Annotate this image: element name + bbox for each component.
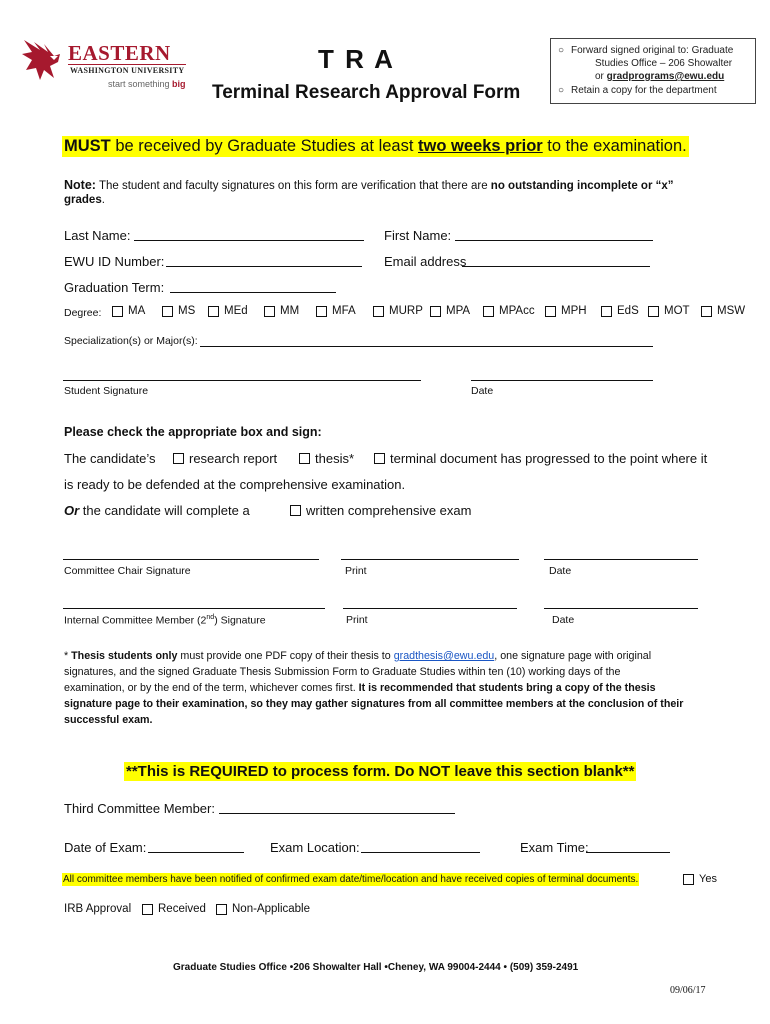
page-subtitle: Terminal Research Approval Form [212,82,521,103]
chair-signature-label: Committee Chair Signature [64,565,191,577]
student-date-label: Date [471,385,494,397]
instruction-forward-line1: Forward signed original to: Graduate [571,45,734,56]
degree-checkbox[interactable] [545,306,556,317]
ewu-id-label: EWU ID Number: [64,254,165,269]
irb-received-checkbox[interactable] [142,904,153,915]
chair-print-label: Print [345,565,367,577]
internal-member-signature-label: Internal Committee Member (2nd) Signature [64,614,266,627]
research-report-option[interactable]: research report [173,451,277,466]
instruction-bullet: ○ [558,45,565,56]
date-of-exam-label: Date of Exam: [64,840,147,855]
internal-member-date-field[interactable] [544,608,698,609]
exam-location-field[interactable] [361,852,480,853]
thesis-option[interactable]: thesis* [299,451,354,466]
chair-print-field[interactable] [341,559,519,560]
specialization-label: Specialization(s) or Major(s): [64,335,198,347]
degree-option-mfa[interactable] [316,305,356,317]
degree-checkbox[interactable] [648,306,659,317]
degree-option-mpa[interactable] [430,305,470,317]
email-label: Email address [384,254,467,269]
internal-member-print-label: Print [346,614,368,626]
degree-option-mm[interactable] [264,305,299,317]
defended-line: is ready to be defended at the comprehensive examination. [64,477,406,492]
degree-checkbox[interactable] [373,306,384,317]
written-exam-option[interactable]: written comprehensive exam [290,503,471,518]
notified-statement: All committee members have been notified of confirmed exam date/time/location and have received copies of terminal documents. [63,874,639,885]
candidate-label: The candidate’s [64,451,156,466]
degree-option-label: MS [178,305,196,317]
degree-option-mpacc[interactable] [483,305,535,317]
chair-signature-field[interactable] [63,559,319,560]
terminal-document-option[interactable]: terminal document has progressed to the point where it [374,451,707,466]
must-notice: MUST be received by Graduate Studies at least two weeks prior to the examination. [64,137,687,155]
degree-checkbox[interactable] [701,306,712,317]
check-heading: Please check the appropriate box and sign: [64,425,322,439]
notified-yes-checkbox[interactable] [683,874,694,885]
graduation-term-field[interactable] [170,292,336,293]
thesis-note-line1: * Thesis students only must provide one PDF copy of their thesis to gradthesis@ewu.edu, one signature page with original [64,650,652,662]
chair-date-label: Date [549,565,572,577]
degree-option-label: MPH [561,305,587,317]
required-banner: **This is REQUIRED to process form. Do NOT leave this section blank** [126,763,635,780]
instruction-forward-line2: Studies Office – 206 Showalter [595,58,733,69]
logo-underline [68,64,186,65]
irb-label: IRB Approval [64,903,132,915]
degree-option-label: MURP [389,305,423,317]
logo-tagline: start something big [108,79,186,89]
degree-option-med[interactable] [208,305,248,317]
ewu-logo [20,36,190,96]
degree-option-ma[interactable] [112,305,145,317]
exam-time-field[interactable] [586,852,670,853]
gradthesis-email-link[interactable]: gradthesis@ewu.edu [393,650,495,662]
degree-option-label: EdS [617,305,639,317]
degree-checkbox[interactable] [430,306,441,317]
chair-date-field[interactable] [544,559,698,560]
page-title: T R A [318,44,395,74]
gradprograms-email[interactable]: gradprograms@ewu.edu [606,71,725,82]
terminal-document-checkbox[interactable] [374,453,385,464]
notified-yes-option[interactable]: Yes [683,873,717,885]
graduation-term-label: Graduation Term: [64,280,165,295]
student-signature-label: Student Signature [64,385,149,397]
last-name-field[interactable] [134,240,364,241]
specialization-field[interactable] [200,346,653,347]
thesis-note-line4: signature page to their examination, so they may gather signatures from all committee members at the conclusion of their [64,698,684,710]
degree-option-label: MOT [664,305,690,317]
instruction-forward-line3: or gradprograms@ewu.edu [595,71,725,82]
degree-checkbox[interactable] [162,306,173,317]
degree-option-eds[interactable] [601,305,639,317]
thesis-note-line3: examination, or by the end of the term, whichever comes first. It is recommended that students bring a copy of the thesis [64,682,656,694]
degree-option-label: MEd [224,305,248,317]
email-field[interactable] [462,266,650,267]
degree-checkbox[interactable] [112,306,123,317]
degree-checkbox[interactable] [483,306,494,317]
last-name-label: Last Name: [64,228,131,243]
exam-location-label: Exam Location: [270,840,360,855]
degree-option-ms[interactable] [162,305,195,317]
research-report-checkbox[interactable] [173,453,184,464]
student-signature-field[interactable] [63,380,421,381]
degree-option-label: MFA [332,305,356,317]
degree-checkbox[interactable] [208,306,219,317]
version-date: 09/06/17 [670,985,706,996]
degree-option-mph[interactable] [545,305,587,317]
ewu-id-field[interactable] [166,266,362,267]
thesis-checkbox[interactable] [299,453,310,464]
third-member-field[interactable] [219,813,455,814]
degree-checkbox[interactable] [601,306,612,317]
thesis-note-line5: successful exam. [64,714,153,726]
logo-name: EASTERN [68,41,171,65]
internal-member-date-label: Date [552,614,575,626]
degree-label: Degree: [64,307,102,319]
internal-member-signature-field[interactable] [63,608,325,609]
footer-address: Graduate Studies Office •206 Showalter Hall •Cheney, WA 99004-2444 • (509) 359-2491 [173,962,579,973]
degree-option-murp[interactable] [373,305,423,317]
degree-option-label: MPA [446,305,471,317]
first-name-label: First Name: [384,228,452,243]
thesis-note-line2: signatures, and the signed Graduate Thesis Submission Form to Graduate Studies within ten (10) working days of the [64,666,621,678]
student-date-field[interactable] [471,380,653,381]
irb-non-applicable-checkbox[interactable] [216,904,227,915]
logo-sub: WASHINGTON UNIVERSITY [70,66,185,75]
third-member-label: Third Committee Member: [64,801,215,816]
degree-option-msw[interactable] [701,305,745,317]
degree-option-mot[interactable] [648,305,690,317]
written-exam-checkbox[interactable] [290,505,301,516]
degree-checkbox[interactable] [316,306,327,317]
irb-non-applicable-option[interactable]: Non-Applicable [216,903,310,915]
degree-checkbox[interactable] [264,306,275,317]
degree-option-label: MPAcc [499,305,535,317]
first-name-field[interactable] [455,240,653,241]
note-line2: grades. [64,194,105,206]
instruction-bullet: ○ [558,85,565,96]
exam-time-label: Exam Time: [520,840,589,855]
date-of-exam-field[interactable] [148,852,244,853]
degree-option-label: MSW [717,305,746,317]
thesis-note [64,648,724,728]
or-line: Or the candidate will complete a [64,503,250,518]
internal-member-print-field[interactable] [343,608,517,609]
irb-received-option[interactable]: Received [142,903,206,915]
eagle-icon [20,36,66,82]
degree-option-label: MA [128,305,146,317]
note-line1: Note: The student and faculty signatures on this form are verification that there are no outstanding incomplete or “x” [64,178,674,192]
instruction-retain: Retain a copy for the department [571,85,717,96]
instructions-box [550,38,756,104]
degree-option-label: MM [280,305,300,317]
